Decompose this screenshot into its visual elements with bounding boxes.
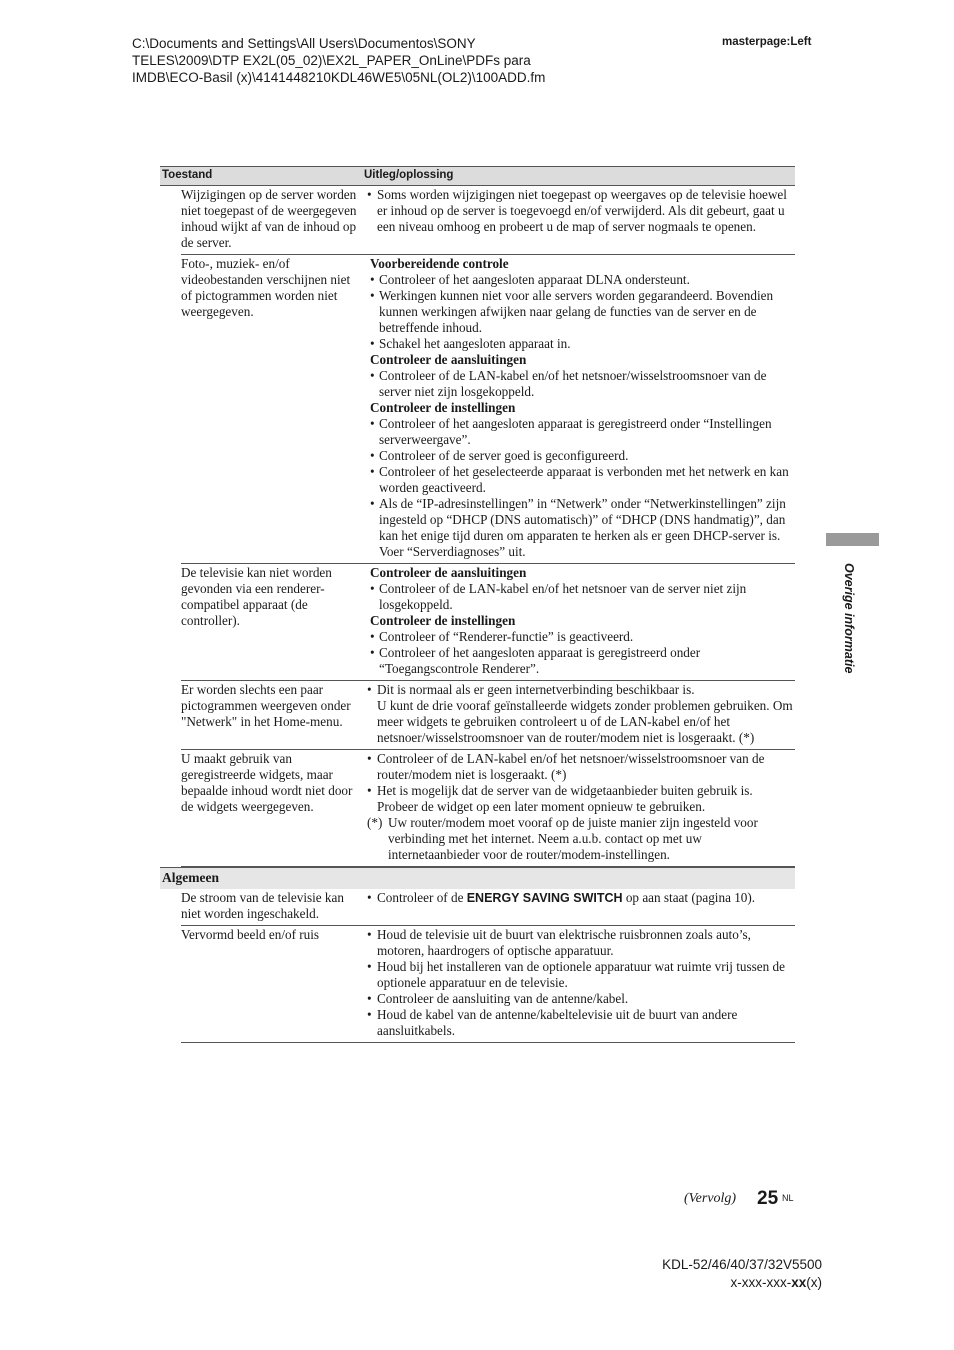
table-row [181, 186, 795, 255]
bullet-item: • Houd bij het installeren van de optionele apparatuur wat ruimte vrij tussen de optionele apparatuur en de televisie. [366, 959, 795, 991]
bullet-item: • Schakel het aangesloten apparaat in. [366, 336, 795, 352]
condition-cell: De stroom van de televisie kan niet worden ingeschakeld. [181, 890, 344, 921]
subheading: Controleer de aansluitingen [370, 352, 527, 367]
solution-cell [364, 890, 795, 922]
side-tab-label: Overige informatie [842, 563, 856, 674]
condition-cell: U maakt gebruik van geregistreerde widgets, maar bepaalde inhoud wordt niet door de widgets weergegeven. [181, 751, 353, 814]
solution-cell [364, 187, 795, 251]
file-path-line: C:\Documents and Settings\All Users\Documentos\SONY [132, 36, 476, 51]
product-code-prefix: x-xxx-xxx- [730, 1275, 792, 1290]
subheading: Controleer de aansluitingen [370, 565, 527, 580]
table-row [181, 255, 795, 564]
solution-cell [364, 565, 795, 677]
subheading: Controleer de instellingen [370, 400, 516, 415]
subheading: Voorbereidende controle [370, 256, 509, 271]
bullet-item: • Als de “IP-adresinstellingen” in “Netwerk” onder “Netwerkinstellingen” zijn ingesteld op “DHCP (DNS automatisch)” of “DHCP (DNS handmatig)”, dan kan het enige tijd duren om apparaten te herken als er geen DHCP-server is. Voer “Serverdiagnoses” uit. [366, 496, 795, 560]
bullet-item: • Controleer of het aangesloten apparaat is geregistreerd onder “Toegangscontrole Renderer”. [366, 645, 795, 677]
bullet-item: • Controleer of de LAN-kabel en/of het netsnoer/wisselstroomsnoer van de server niet zijn losgekoppeld. [366, 368, 795, 400]
switch-name: ENERGY SAVING SWITCH [466, 891, 623, 905]
masterpage-label: masterpage:Left [722, 36, 812, 48]
table-row [181, 564, 795, 681]
bullet-item: • Houd de televisie uit de buurt van elektrische ruisbronnen zoals auto’s, motoren, haardrogers of optische apparatuur. [366, 927, 795, 959]
bullet-item: • Houd de kabel van de antenne/kabeltelevisie uit de buurt van andere aansluitkabels. [366, 1007, 795, 1039]
bullet-item: • Controleer of de LAN-kabel en/of het netsnoer van de server niet zijn losgekoppeld. [366, 581, 795, 613]
side-tab-marker [826, 533, 879, 546]
bullet-item: • Controleer of het aangesloten apparaat is geregistreerd onder “Instellingen serverweergave”. [366, 416, 795, 448]
product-code [662, 1274, 822, 1292]
table-row [181, 889, 795, 926]
table-header [160, 166, 795, 186]
condition-cell: De televisie kan niet worden gevonden via een renderer-compatibel apparaat (de controller). [181, 565, 332, 628]
footnote-text: Uw router/modem moet vooraf op de juiste manier zijn ingesteld voor verbinding met het internet. Neem a.u.b. contact op met uw internetaanbieder voor de router/modem-instellingen. [388, 815, 758, 862]
bullet-item: • Controleer of de LAN-kabel en/of het netsnoer/wisselstroomsnoer van de router/modem niet is losgeraakt. (*) [366, 751, 795, 783]
subheading: Controleer de instellingen [370, 613, 516, 628]
bullet-item: • Controleer of “Renderer-functie” is geactiveerd. [366, 629, 795, 645]
troubleshooting-table [160, 166, 795, 1043]
section-heading-general: Algemeen [160, 867, 795, 889]
solution-cell [364, 751, 795, 863]
condition-cell: Wijzigingen op de server worden niet toegepast of de weergegeven inhoud wijkt af van de inhoud op de server. [181, 187, 357, 250]
bullet-item [366, 890, 795, 906]
table-row [181, 750, 795, 867]
file-path-line: TELES\2009\DTP EX2L(05_02)\EX2L_PAPER_OnLine\PDFs para [132, 53, 531, 68]
model-info [662, 1256, 822, 1292]
bullet-item: • Controleer of de server goed is geconfigureerd. [366, 448, 795, 464]
bullet-text: Controleer of de [377, 890, 467, 905]
continued-label: (Vervolg) [684, 1191, 737, 1206]
footnote [366, 815, 795, 863]
model-number: KDL-52/46/40/37/32V5500 [662, 1257, 822, 1272]
table-row [181, 926, 795, 1043]
file-path-header [132, 35, 652, 86]
bullet-item: • Controleer de aansluiting van de antenne/kabel. [366, 991, 795, 1007]
page-number: 25 [757, 1188, 779, 1209]
footnote-mark: (*) [367, 815, 383, 830]
condition-cell: Er worden slechts een paar pictogrammen weergeven onder "Netwerk" in het Home-menu. [181, 682, 351, 729]
product-code-bold: xx [791, 1275, 807, 1290]
condition-cell: Vervormd beeld en/of ruis [181, 927, 320, 942]
bullet-item: • Het is mogelijk dat de server van de widgetaanbieder buiten gebruik is. Probeer de widget op een later moment opnieuw te gebruiken. [366, 783, 795, 815]
bullet-item: • Controleer of het geselecteerde apparaat is verbonden met het netwerk en kan worden geactiveerd. [366, 464, 795, 496]
file-path-line: IMDB\ECO-Basil (x)\4141448210KDL46WE5\05NL(OL2)\100ADD.fm [132, 70, 546, 85]
column-header-condition: Toestand [162, 169, 213, 181]
bullet-item: • Dit is normaal als er geen internetverbinding beschikbaar is. [366, 682, 795, 698]
bullet-item: • Werkingen kunnen niet voor alle servers worden gegarandeerd. Bovendien kunnen werkingen afwijken naar gelang de functies van de server en de betreffende inhoud. [366, 288, 795, 336]
solution-cell [364, 682, 795, 746]
product-code-suffix: (x) [806, 1275, 822, 1290]
table-row [181, 681, 795, 750]
condition-cell: Foto-, muziek- en/of videobestanden verschijnen niet of pictogrammen worden niet weergegeven. [181, 256, 351, 319]
solution-cell [364, 927, 795, 1039]
solution-cell [364, 256, 795, 560]
page-language-suffix: NL [782, 1193, 794, 1203]
bullet-item: • Controleer of het aangesloten apparaat DLNA ondersteunt. [366, 272, 795, 288]
bullet-text: op aan staat (pagina 10). [622, 890, 756, 905]
column-header-solution: Uitleg/oplossing [364, 169, 454, 181]
paragraph: U kunt de drie vooraf geïnstalleerde widgets zonder problemen gebruiken. Om meer widgets te gebruiken controleert u of de LAN-kabel en/of het netsnoer/wisselstroomsnoer van de router/modem niet is losgeraakt. (*) [377, 698, 793, 745]
bullet-item: • Soms worden wijzigingen niet toegepast op weergaves op de televisie hoewel er inhoud op de server is toegevoegd en/of verwijderd. Als dit gebeurt, gaat u een niveau omhoog en probeert u de map of server nogmaals te openen. [366, 187, 795, 235]
